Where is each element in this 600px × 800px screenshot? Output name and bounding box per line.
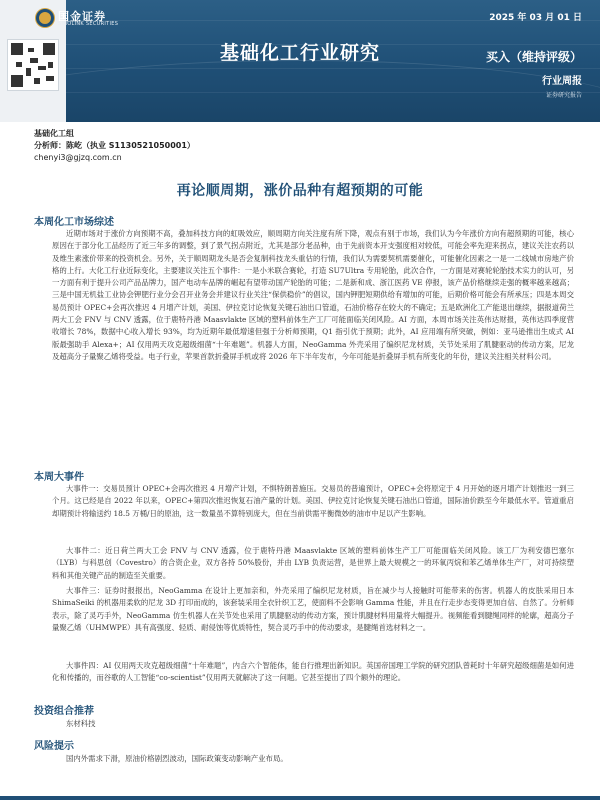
risk-text: 国内外需求下滑，原油价格剧烈波动，国际政策变动影响产业布局。 (66, 754, 288, 763)
event-item-4: 大事件四：AI 仅用两天攻克超级细菌“十年难题”，内含六个智能体，能自行推理出新知识。英国帝国理工学院的研究团队曾耗时十年研究超级细菌是如何进化和传播的，而谷歌的人工智能“co-scientist”仅用两天就解决了这一问题。它甚至提出了四个额外的理论。 (52, 661, 574, 683)
report-type: 证券研究报告 (545, 92, 582, 99)
logo-name-cn: 国金证券 (58, 10, 106, 23)
event-item-1: 大事件一：交易员预计 OPEC+会再次推迟 4 月增产计划，不惧特朗普施压。交易员的普遍预计，OPEC+会将原定于 4 月开始的逐月增产计划推迟一到三个月。这已经是自 2022 年以来，OPEC+第四次推迟恢复石油产量的计划。美国、伊拉克讨论恢复关键石油出口管道，国际油价跌至今年最低水平。管道重启却期预计将输送约 18.5 万桶/日的原油，这一数量虽不算特别庞大，但在当前供需平衡微妙的油市中足以产生影响。 (52, 484, 574, 518)
analyst-group: 基础化工组 (34, 129, 74, 138)
event-item-3: 大事件三：证券时报报出，NeoGamma 在设计上更加亲和，外壳采用了编织尼龙材质，旨在减少与人接触时可能带来的伤害。机器人的皮肤采用日本 ShimaSeiki 的机器用柔软的尼龙 3D 打印而成的，该套装采用全衣针织工艺，使面料不会影响 Gamma 性能，并且在行走步态变得更加自信、自然了。分析师表示，除了灵巧手外，NeoGamma 仿生机器人在关节处也采用了肌腱驱动的传动方案，预计肌腱材料用量将大幅提升。视频能看到腱绳同样的轮廓，超高分子量聚乙烯（UHMWPE）具有高强度、轻质、耐侵蚀等优质特性，契合灵巧手中的传动要求，是腱绳首选材料之一。 (52, 586, 575, 632)
logo-name-en: SINOLINK SECURITIES (58, 21, 119, 27)
footer-bar (0, 796, 600, 800)
analyst-label: 分析师： (34, 141, 66, 150)
report-date: 2025 年 03 月 01 日 (489, 13, 582, 23)
report-kind: 行业周报 (542, 76, 582, 87)
logo-mark-icon (36, 9, 54, 27)
section-heading-market: 本周化工市场综述 (34, 217, 114, 228)
analyst-block (34, 128, 195, 164)
section-heading-portfolio: 投资组合推荐 (34, 706, 94, 717)
analyst-email: chenyi3@gjzq.com.cn (34, 153, 122, 162)
section-heading-events: 本周大事件 (34, 472, 84, 483)
industry-title: 基础化工行业研究 (219, 42, 380, 64)
company-logo (36, 6, 126, 32)
portfolio-text: 东材科技 (66, 719, 96, 728)
section-heading-risk: 风险提示 (34, 741, 74, 752)
report-title: 再论顺周期，涨价品种有超预期的可能 (176, 183, 424, 199)
analyst-name: 陈屹（执业 S1130521050001） (66, 141, 195, 150)
rating-label: 买入（维持评级） (485, 50, 582, 64)
header-banner (0, 0, 600, 122)
market-summary-text: 近期市场对于涨价方向预期不高，叠加科技方向的虹吸效应，顺周期方向关注度有所下降，观点有别于市场，我们认为今年涨价方向有超预期的可能，核心原因在于部分化工品经历了近三年多的调整，到了景气拐点附近，尤其是部分老品种，由于先前资本开支强度相对较低，可能会率先迎来拐点，建议关注农药以及维生素涨价带来的投资机会。另外，关于顺周期龙头是否会复制科技龙头重估的行情，我们认为需要契机需要催化，可能催化因素之一是一二线城市房地产价格的上行。大化工行业近际变化，主要建议关注五个事件：一是小米联合赛轮，打造 SU7Ultra 专用轮胎，此次合作，一方面是对赛轮轮胎技术实力的认可，另一方面有利于提升公司产品品牌力，国产电动车品牌的崛起有望带动国产轮胎的可能；二是新和成、浙江医药 VE 停报，该产品价格继续走强的概率越来越高；三是中国无机盐工业协会钾肥行业分会召开业务会并建议行业关注“保供稳价”的倡议，国内钾肥短期供给有增加的可能，后期价格可能会有所承压；四是本周交易员预计 OPEC+会再次推迟 4 月增产计划，美国、伊拉克讨论恢复关键石油出口管道，石油价格存在较大的不确定；五是欧洲化工产能退出继续，据报道荷兰两大工会 FNV 与 CNV 透露，位于鹿特丹港 Maasvlakte 区域的塑料前体生产工厂可能面临关闭风险。AI 方面，本周市场关注英伟达财报，英伟达四季度营收增长 78%，数据中心收入增长 93%，均为近期年最低增速但强于分析师预期，Q1 指引优于预期；此外，AI 应用端有所突破，例如：亚马逊推出生成式 AI 版最强助手 Alexa+；AI 仅用两天攻克超级细菌“十年难题”。机器人方面，NeoGamma 外壳采用了编织尼龙材质，关节处采用了肌腱驱动的传动方案，尼龙及超高分子量聚乙烯将受益。电子行业，苹果首款折叠屏手机或将 2026 年下半年发布，今年可能是折叠屏手机有所变化的年份，建议关注相关材料公司。 (52, 229, 574, 361)
event-item-2: 大事件二：近日荷兰两大工会 FNV 与 CNV 透露，位于鹿特丹港 Maasvlakte 区域的塑料前体生产工厂可能面临关闭风险。该工厂为利安德巴塞尔（LYB）与科思创（Covestro）的合资企业，双方各持 50%股份，并由 LYB 负责运营，是世界上最大规模之一的环氧丙烷和苯乙烯单体生产厂，对可持续塑料和其他关键产品的制造至关重要。 (52, 546, 574, 580)
